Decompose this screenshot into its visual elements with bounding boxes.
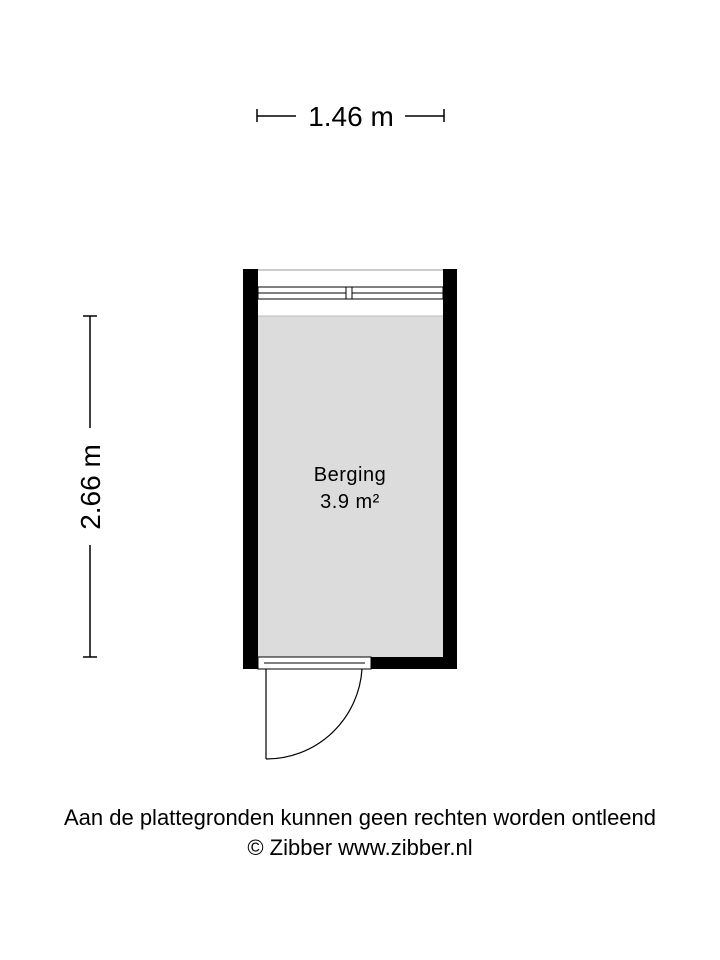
- height-dimension: [75, 316, 106, 657]
- height-dimension-label: 2.66 m: [75, 444, 106, 530]
- copyright-text: © Zibber www.zibber.nl: [247, 835, 473, 860]
- room-area: 3.9 m²: [320, 491, 380, 513]
- width-dimension: [257, 101, 444, 132]
- door: [258, 657, 371, 759]
- width-dimension-label: 1.46 m: [308, 101, 394, 132]
- window-top: [258, 270, 443, 316]
- disclaimer-text: Aan de plattegronden kunnen geen rechten worden ontleend: [63, 805, 657, 830]
- room-floor: [258, 316, 443, 657]
- wall-bottom-right: [371, 657, 457, 669]
- wall-left: [243, 269, 258, 669]
- window-mullion: [346, 287, 352, 299]
- room-name: Berging: [313, 464, 387, 486]
- wall-right: [443, 269, 457, 669]
- door-swing-arc: [266, 669, 362, 759]
